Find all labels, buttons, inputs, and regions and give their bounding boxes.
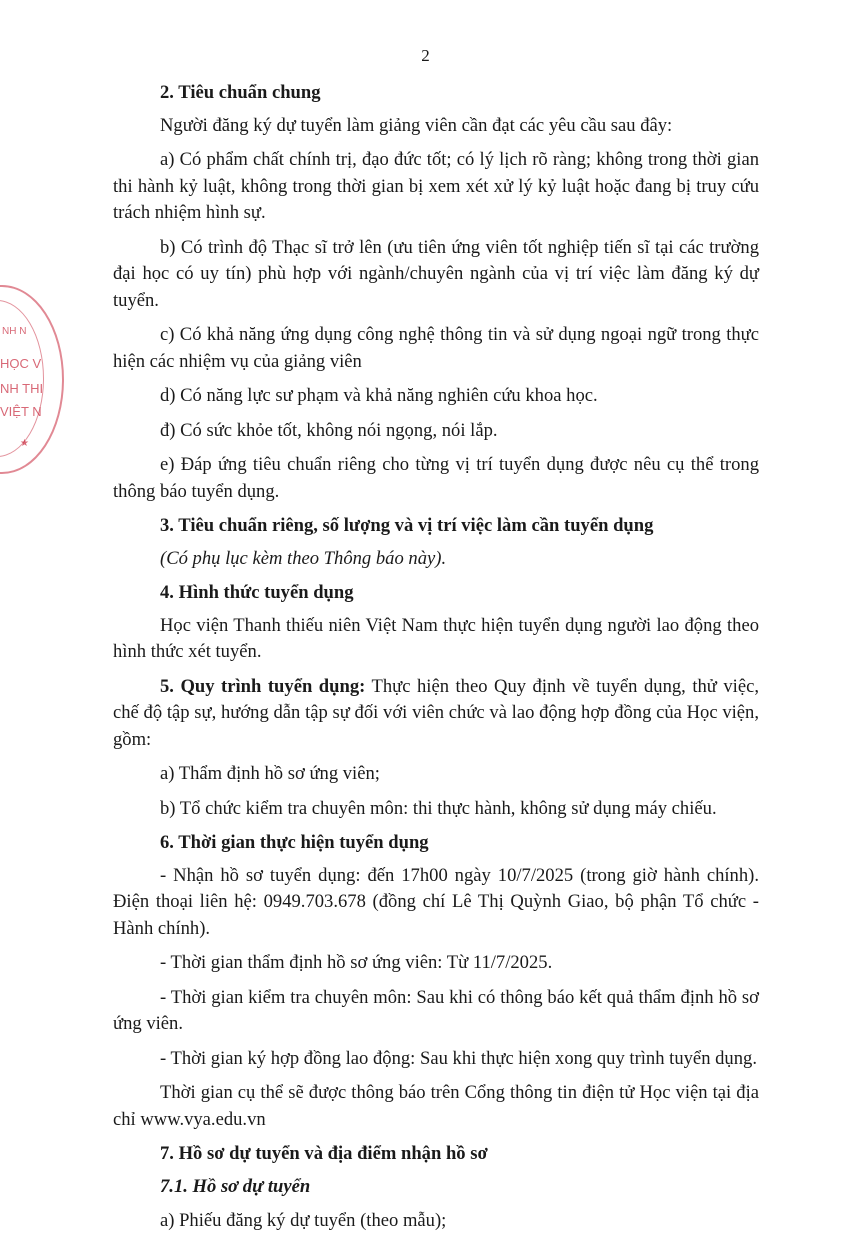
section-6-note: Thời gian cụ thể sẽ được thông báo trên Cổng thông tin điện tử Học viện tại địa chỉ www.vya.edu.vn xyxy=(113,1082,759,1130)
seal-text-line: HỌC V xyxy=(0,356,42,371)
section-3-title: 3. Tiêu chuẩn riêng, số lượng và vị trí việc làm cần tuyển dụng xyxy=(160,515,654,536)
section-5-item-b: b) Tổ chức kiểm tra chuyên môn: thi thực hành, không sử dụng máy chiếu. xyxy=(160,797,717,819)
section-2-item-c: c) Có khả năng ứng dụng công nghệ thông tin và sử dụng ngoại ngữ trong thực hiện các nhiệm vụ của giảng viên xyxy=(113,324,759,372)
section-6-item-3: - Thời gian kiểm tra chuyên môn: Sau khi có thông báo kết quả thẩm định hồ sơ ứng viên. xyxy=(113,986,759,1034)
section-6-item-2: - Thời gian thẩm định hồ sơ ứng viên: Từ 11/7/2025. xyxy=(160,952,553,973)
section-5-text: Thực hiện theo Quy định về tuyển dụng, thử việc, chế độ tập sự, hướng dẫn tập sự đối với viên chức và lao động hợp đồng của Học viện, gồm: xyxy=(113,675,759,750)
seal-text-line: VIỆT N xyxy=(0,404,42,419)
section-5-paragraph xyxy=(113,674,759,754)
section-6-title: 6. Thời gian thực hiện tuyển dụng xyxy=(160,832,429,853)
seal-text-line: NH N xyxy=(2,326,27,337)
section-2-item-dd: đ) Có sức khỏe tốt, không nói ngọng, nói lắp. xyxy=(160,419,498,441)
section-7-title: 7. Hồ sơ dự tuyển và địa điểm nhận hồ sơ xyxy=(160,1143,488,1164)
document-body xyxy=(113,80,759,1243)
section-4-text: Học viện Thanh thiếu niên Việt Nam thực hiện tuyển dụng người lao động theo hình thức xét tuyển. xyxy=(113,614,759,662)
section-2-item-b: b) Có trình độ Thạc sĩ trở lên (ưu tiên ứng viên tốt nghiệp tiến sĩ tại các trường đại học có uy tín) phù hợp với ngành/chuyên ngành của vị trí việc làm đăng ký dự tuyển. xyxy=(113,236,759,311)
page-number: 2 xyxy=(421,46,430,65)
section-4-title: 4. Hình thức tuyển dụng xyxy=(160,582,354,603)
section-2-intro: Người đăng ký dự tuyển làm giảng viên cần đạt các yêu cầu sau đây: xyxy=(160,114,673,136)
seal-star-icon: ★ xyxy=(20,438,29,449)
seal-text-line: NH THI xyxy=(0,381,44,396)
section-2-item-e: e) Đáp ứng tiêu chuẩn riêng cho từng vị trí tuyển dụng được nêu cụ thể trong thông báo tuyển dụng. xyxy=(113,454,759,502)
section-3-note: (Có phụ lục kèm theo Thông báo này). xyxy=(160,547,447,569)
section-6-item-4: - Thời gian ký hợp đồng lao động: Sau khi thực hiện xong quy trình tuyển dụng. xyxy=(160,1047,757,1069)
section-6-item-1: - Nhận hồ sơ tuyển dụng: đến 17h00 ngày 10/7/2025 (trong giờ hành chính). Điện thoại liên hệ: 0949.703.678 (đồng chí Lê Thị Quỳnh Giao, bộ phận Tổ chức - Hành chính). xyxy=(113,864,759,939)
section-5-title: 5. Quy trình tuyển dụng: xyxy=(160,675,366,697)
section-7-1-item-a: a) Phiếu đăng ký dự tuyển (theo mẫu); xyxy=(160,1210,447,1231)
section-2-item-a: a) Có phẩm chất chính trị, đạo đức tốt; có lý lịch rõ ràng; không trong thời gian thi hành kỷ luật, không trong thời gian bị xem xét xử lý kỷ luật hoặc đang bị truy cứu trách nhiệm hình sự. xyxy=(113,149,759,223)
section-5-item-a: a) Thẩm định hồ sơ ứng viên; xyxy=(160,763,380,784)
section-7-1-title: 7.1. Hồ sơ dự tuyển xyxy=(160,1175,311,1197)
section-2-item-d: d) Có năng lực sư phạm và khả năng nghiên cứu khoa học. xyxy=(160,385,598,406)
section-2-title: 2. Tiêu chuẩn chung xyxy=(160,82,321,103)
